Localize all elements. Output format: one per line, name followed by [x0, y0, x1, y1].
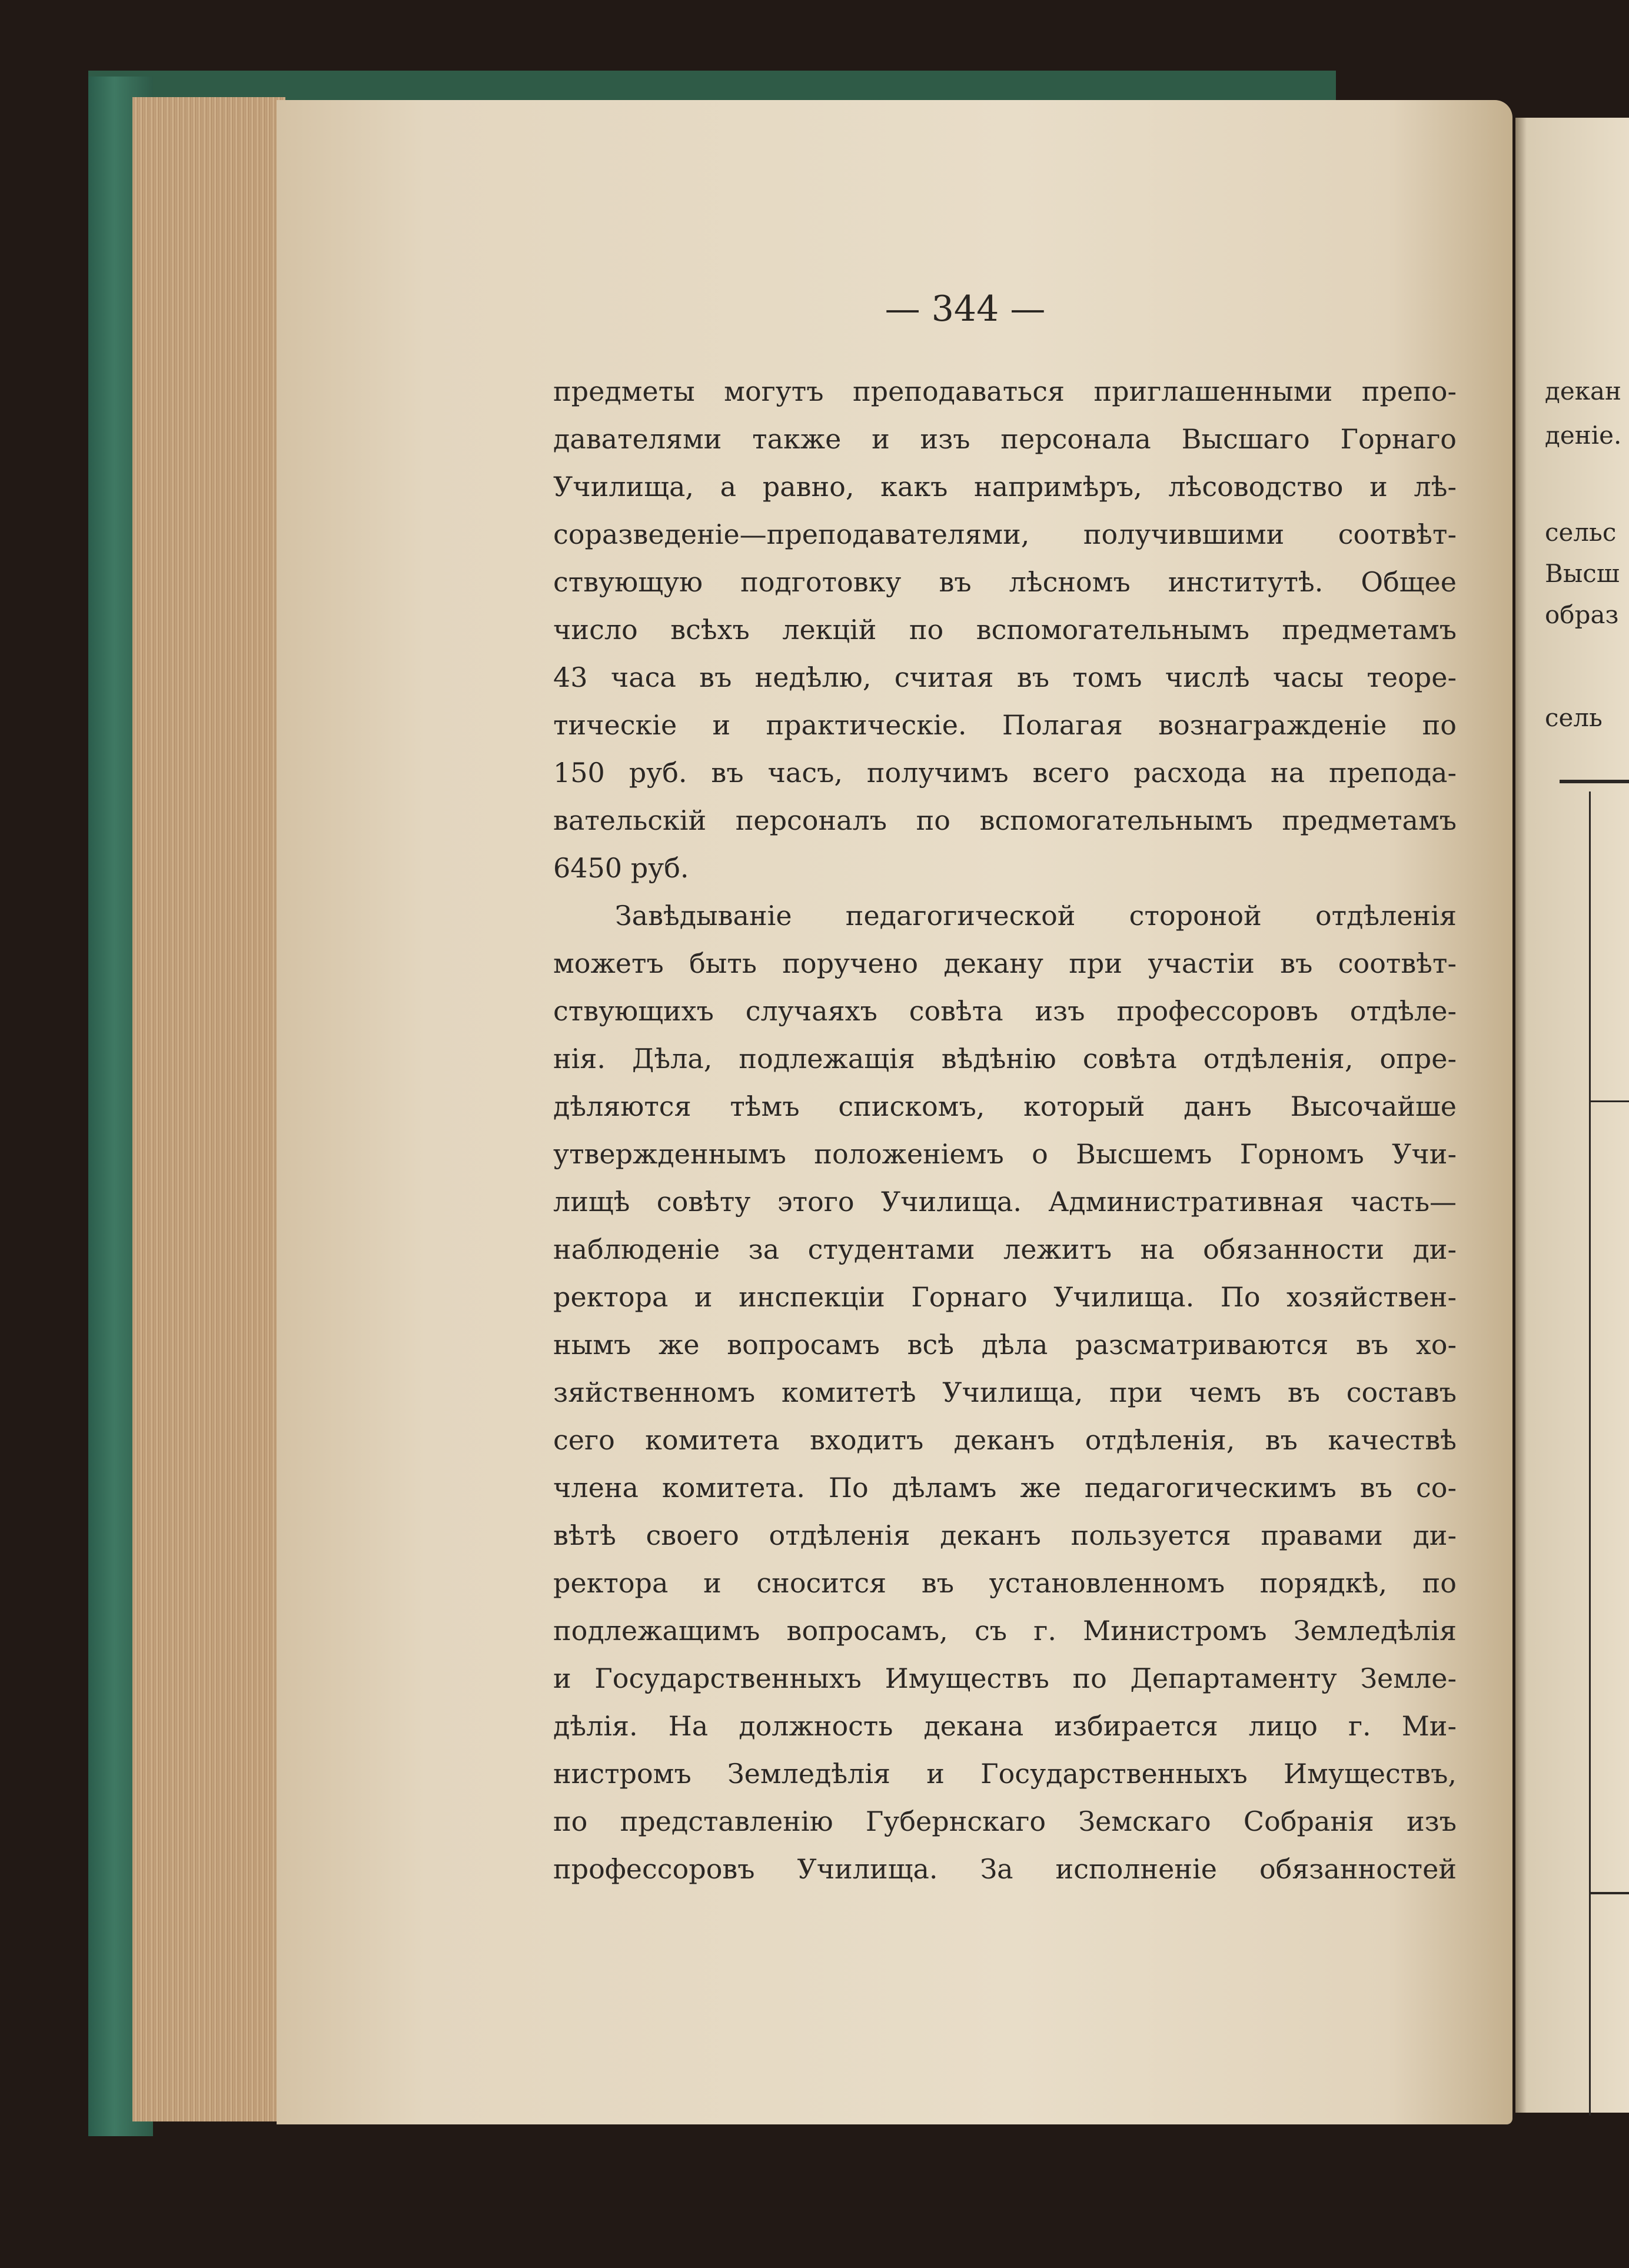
table-rule [1589, 792, 1591, 2116]
text-line: 6450 руб. [553, 852, 689, 884]
text-line: нистромъ Земледѣлія и Государственныхъ Имуществъ, [553, 1758, 1457, 1790]
text-line: давателями также и изъ персонала Высшаго Горнаго [553, 423, 1457, 455]
table-rule [1589, 1100, 1629, 1102]
adjacent-page-fragment: образ [1545, 600, 1619, 629]
text-line: Училища, а равно, какъ напримѣръ, лѣсоводство и лѣ- [553, 471, 1457, 503]
text-line: наблюденіе за студентами лежитъ на обязанности ди- [553, 1233, 1457, 1265]
text-line: члена комитета. По дѣламъ же педагогическимъ въ со- [553, 1472, 1457, 1504]
adjacent-page-fragment: деніе. [1545, 421, 1622, 450]
text-line: утвержденнымъ положеніемъ о Высшемъ Горномъ Учи- [553, 1138, 1457, 1170]
adjacent-page-fragment: декан [1545, 377, 1621, 405]
page-stack-edges [132, 97, 285, 2121]
text-line: дѣлія. На должность декана избирается лицо г. Ми- [553, 1710, 1457, 1742]
text-line: вѣтѣ своего отдѣленія деканъ пользуется правами ди- [553, 1519, 1457, 1551]
text-line: дѣляются тѣмъ спискомъ, который данъ Высочайше [553, 1090, 1457, 1122]
text-line: 43 часа въ недѣлю, считая въ томъ числѣ часы теоре- [553, 661, 1457, 693]
table-rule [1589, 1892, 1629, 1894]
text-line: соразведеніе—преподавателями, получившими соотвѣт- [553, 518, 1457, 550]
text-line: и Государственныхъ Имуществъ по Департаменту Земле- [553, 1662, 1457, 1694]
text-line: вательскій персоналъ по вспомогательнымъ предметамъ [553, 804, 1457, 836]
text-line: сего комитета входитъ деканъ отдѣленія, въ качествѣ [553, 1424, 1457, 1456]
text-line: ствующихъ случаяхъ совѣта изъ профессоровъ отдѣле- [553, 995, 1457, 1027]
text-line: нымъ же вопросамъ всѣ дѣла разсматриваются въ хо- [553, 1329, 1457, 1361]
text-line: подлежащимъ вопросамъ, съ г. Министромъ Земледѣлія [553, 1615, 1457, 1647]
text-line: предметы могутъ преподаваться приглашенными препо- [553, 375, 1457, 407]
table-rule [1560, 780, 1629, 783]
text-line: число всѣхъ лекцій по вспомогательнымъ предметамъ [553, 614, 1457, 646]
page-number: — 344 — [885, 288, 1046, 330]
text-line: Завѣдываніе педагогической стороной отдѣленія [615, 900, 1457, 932]
adjacent-page-fragment: Высш [1545, 559, 1620, 588]
text-line: профессоровъ Училища. За исполненіе обязанностей [553, 1853, 1457, 1885]
text-line: можетъ быть поручено декану при участіи въ соотвѣт- [553, 947, 1457, 979]
text-line: ректора и сносится въ установленномъ порядкѣ, по [553, 1567, 1457, 1599]
text-line: 150 руб. въ часъ, получимъ всего расхода на препода- [553, 757, 1457, 789]
page-body-text [553, 368, 1457, 1893]
text-line: лищѣ совѣту этого Училища. Административная часть— [553, 1186, 1457, 1218]
adjacent-page-fragment: сельс [1545, 518, 1617, 547]
adjacent-page-fragment: сель [1545, 703, 1603, 732]
text-line: ствующую подготовку въ лѣсномъ институтѣ. Общее [553, 566, 1457, 598]
text-line: ректора и инспекціи Горнаго Училища. По хозяйствен- [553, 1281, 1457, 1313]
text-line: нія. Дѣла, подлежащія вѣдѣнію совѣта отдѣленія, опре- [553, 1043, 1457, 1075]
adjacent-page [1515, 118, 1629, 2113]
text-line: тическіе и практическіе. Полагая вознагражденіе по [553, 709, 1457, 741]
text-line: по представленію Губернскаго Земскаго Собранія изъ [553, 1805, 1457, 1837]
text-line: зяйственномъ комитетѣ Училища, при чемъ въ составъ [553, 1376, 1457, 1408]
